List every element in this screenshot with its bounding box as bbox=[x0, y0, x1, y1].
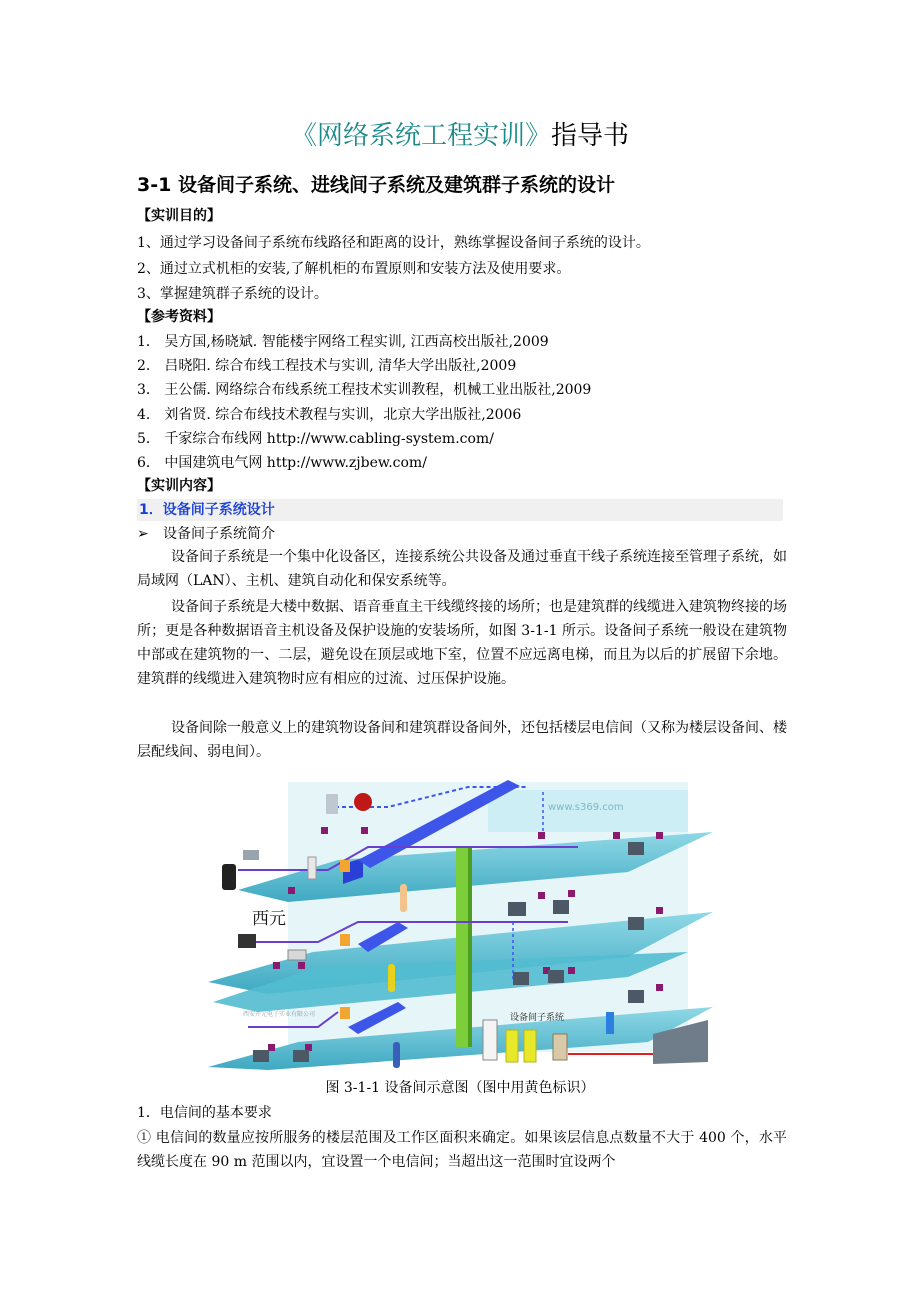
alarm-device bbox=[354, 793, 372, 811]
objective-item: 1、通过学习设备间子系统布线路径和距离的设计，熟练掌握设备间子系统的设计。 bbox=[137, 235, 650, 251]
outlet-box bbox=[568, 967, 575, 974]
title-book-name: 《网络系统工程实训》 bbox=[290, 121, 551, 151]
objective-label: 【实训目的】 bbox=[137, 208, 221, 224]
title-suffix: 指导书 bbox=[551, 121, 630, 151]
paragraph: 设备间除一般意义上的建筑物设备间和建筑群设备间外，还包括楼层电信间（又称为楼层设备间、楼层配线间、弱电间）。 bbox=[137, 720, 787, 760]
workstation bbox=[628, 842, 644, 855]
vertical-riser-edge bbox=[468, 847, 472, 1047]
equipment-cabinet bbox=[506, 1030, 518, 1062]
workstation bbox=[253, 1050, 269, 1062]
overlay-text: 西元 bbox=[252, 909, 286, 929]
workstation bbox=[553, 900, 569, 914]
outlet-box bbox=[361, 827, 368, 834]
figure-caption: 图 3-1-1 设备间示意图（图中用黄色标识） bbox=[325, 1080, 595, 1096]
person-figure bbox=[388, 964, 395, 992]
reference-item: 3． 王公儒. 网络综合布线系统工程技术实训教程，机械工业出版社,2009 bbox=[137, 382, 592, 398]
telephone-device bbox=[288, 950, 306, 960]
requirements-heading: 1．电信间的基本要求 bbox=[137, 1105, 272, 1121]
room-label: 设备间子系统 bbox=[510, 1013, 565, 1023]
workstation bbox=[508, 902, 526, 916]
outlet-box bbox=[656, 832, 663, 839]
patch-panel bbox=[340, 860, 350, 872]
workstation bbox=[628, 917, 644, 930]
reference-item: 5． 千家综合布线网 http://www.cabling-system.com/ bbox=[137, 431, 494, 447]
outlet-box bbox=[538, 832, 545, 839]
patch-panel bbox=[340, 1007, 350, 1019]
paragraph: ① 电信间的数量应按所服务的楼层范围及工作区面积来确定。如果该层信息点数量不大于 400 个，水平线缆长度在 90 m 范围以内，宜设置一个电信间；当超出这一范围时宜设两个 bbox=[137, 1130, 787, 1170]
paragraph: 设备间子系统是一个集中化设备区，连接系统公共设备及通过垂直干线子系统连接至管理子系统，如局域网（LAN）、主机、建筑自动化和保安系统等。 bbox=[137, 549, 787, 589]
bullet-text: 设备间子系统简介 bbox=[163, 526, 275, 542]
outlet-box bbox=[613, 832, 620, 839]
watermark-text: www.s369.com bbox=[548, 802, 624, 813]
outlet-box bbox=[305, 1044, 312, 1051]
outlet-box bbox=[321, 827, 328, 834]
workstation bbox=[628, 990, 644, 1003]
arrow-bullet-icon: ➢ bbox=[137, 526, 149, 542]
camera-device bbox=[243, 850, 259, 860]
outlet-box bbox=[656, 907, 663, 914]
chapter-heading: 3-1 设备间子系统、进线间子系统及建筑群子系统的设计 bbox=[137, 174, 615, 196]
workstation bbox=[293, 1050, 309, 1062]
patch-panel bbox=[340, 934, 350, 946]
intercom-device bbox=[326, 794, 338, 814]
equipment-room-diagram bbox=[208, 772, 713, 1070]
outlet-box bbox=[273, 962, 280, 969]
outlet-box bbox=[656, 984, 663, 991]
server-rack bbox=[483, 1020, 497, 1060]
references-label: 【参考资料】 bbox=[137, 309, 221, 325]
objective-item: 2、通过立式机柜的安装,了解机柜的布置原则和安装方法及使用要求。 bbox=[137, 261, 571, 277]
objective-item: 3、掌握建筑群子系统的设计。 bbox=[137, 286, 328, 302]
wall-device bbox=[308, 857, 316, 879]
outlet-box bbox=[538, 892, 545, 899]
company-label: 西安开元电子实业有限公司 bbox=[243, 1011, 316, 1018]
outlet-box bbox=[298, 962, 305, 969]
person-figure bbox=[393, 1042, 400, 1068]
workstation bbox=[513, 972, 529, 985]
phone-device bbox=[238, 934, 256, 948]
workstation bbox=[548, 970, 564, 983]
document-title bbox=[0, 116, 920, 156]
reference-item: 6． 中国建筑电气网 http://www.zjbew.com/ bbox=[137, 455, 427, 471]
bullet-line bbox=[137, 524, 275, 544]
outlet-box bbox=[288, 887, 295, 894]
reference-item: 1． 吴方国,杨晓斌. 智能楼宇网络工程实训, 江西高校出版社,2009 bbox=[137, 334, 549, 350]
reference-item: 2． 吕晓阳. 综合布线工程技术与实训, 清华大学出版社,2009 bbox=[137, 358, 517, 374]
reference-item: 4． 刘省贤. 综合布线技术教程与实训，北京大学出版社,2006 bbox=[137, 407, 522, 423]
section-heading bbox=[137, 499, 783, 521]
distribution-frame bbox=[553, 1034, 567, 1060]
content-label: 【实训内容】 bbox=[137, 478, 221, 494]
person-figure bbox=[400, 884, 407, 912]
section-heading-text: 1．设备间子系统设计 bbox=[139, 502, 275, 518]
outlet-box bbox=[268, 1044, 275, 1051]
paragraph: 设备间子系统是大楼中数据、语音垂直主干线缆终接的场所；也是建筑群的线缆进入建筑物终接的场所；更是各种数据语音主机设备及保护设施的安装场所，如图 3-1-1 所示。设备间子系统一般设在建筑物中部或在建筑物的一、二层，避免设在顶层或地下室，位置不应远离电梯，而且为以后的扩展留下余地。建筑群的线缆进入建筑物时应有相应的过流、过压保护设施。 bbox=[137, 599, 787, 687]
outlet-box bbox=[568, 890, 575, 897]
entrance-device bbox=[606, 1012, 614, 1034]
equipment-cabinet bbox=[524, 1030, 536, 1062]
ups-device bbox=[222, 864, 236, 890]
vertical-riser bbox=[456, 847, 468, 1047]
